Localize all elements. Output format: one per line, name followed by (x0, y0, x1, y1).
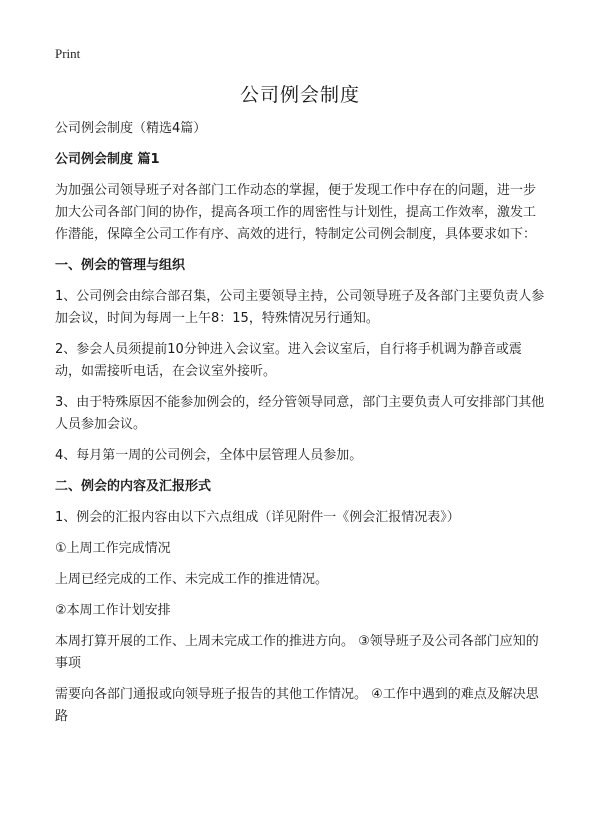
section2-item: ①上周工作完成情况 (55, 541, 171, 556)
document-body (55, 118, 547, 737)
section1-item: 3、由于特殊原因不能参加例会的，经分管领导同意，部门主要负责人可安排部门其他人员参加会议。 (55, 395, 545, 432)
section-heading-content: 二、例会的内容及汇报形式 (55, 479, 212, 494)
article-heading: 公司例会制度 篇1 (55, 152, 160, 167)
section2-item: ②本周工作计划安排 (55, 603, 171, 618)
section1-item: 2、参会人员须提前10分钟进入会议室。进入会议室后，自行将手机调为静音或震动，如需接听电话，在会议室外接听。 (55, 342, 522, 379)
section1-item: 4、每月第一周的公司例会，全体中层管理人员参加。 (55, 448, 363, 463)
section-heading-management: 一、例会的管理与组织 (55, 258, 186, 273)
section2-item: 需要向各部门通报或向领导班子报告的其他工作情况。 ④工作中遇到的难点及解决思路 (55, 687, 539, 724)
section2-item: 本周打算开展的工作、上周未完成工作的推进方向。 ③领导班子及公司各部门应知的事项 (55, 634, 539, 671)
page-title: 公司例会制度 (239, 84, 360, 106)
document-subtitle: 公司例会制度（精选4篇） (55, 121, 207, 136)
print-label: Print (55, 46, 81, 61)
intro-paragraph: 为加强公司领导班子对各部门工作动态的掌握，便于发现工作中存在的问题，进一步加大公司各部门间的协作，提高各项工作的周密性与计划性，提高工作效率，激发工作潜能，保障全公司工作有序、高效的进行，特制定公司例会制度，具体要求如下： (55, 183, 537, 242)
section2-item: 1、例会的汇报内容由以下六点组成（详见附件一《例会汇报情况表》） (55, 510, 460, 525)
section1-item: 1、公司例会由综合部召集，公司主要领导主持，公司领导班子及各部门主要负责人参加会议，时间为每周一上午8：15，特殊情况另行通知。 (55, 289, 545, 326)
section2-item: 上周已经完成的工作、未完成工作的推进情况。 (55, 572, 329, 587)
